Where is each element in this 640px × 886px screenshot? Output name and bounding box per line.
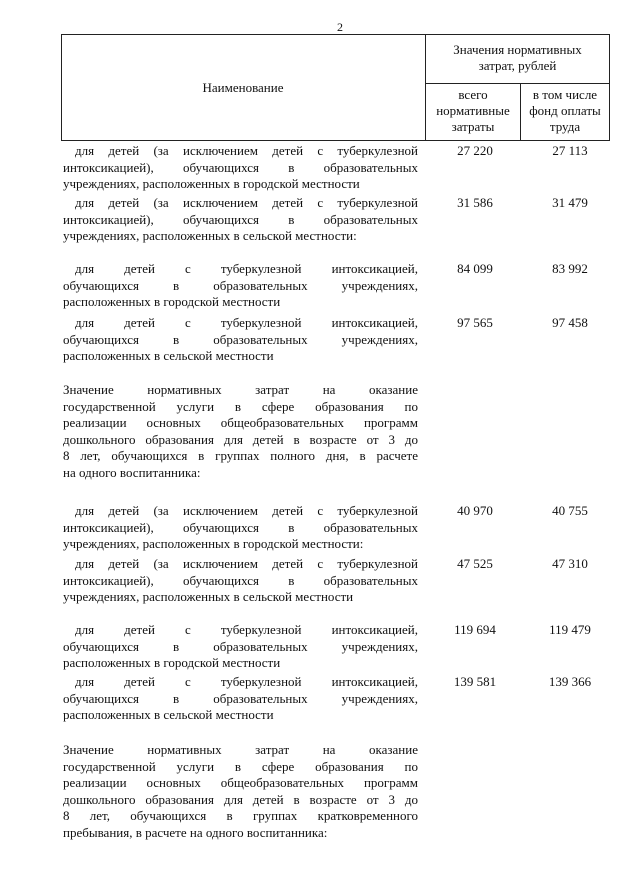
table-row [63,674,418,724]
row-text-line: учреждениях, расположенных в городской местности: [63,536,364,551]
column-header-values [426,42,609,74]
row-text-line: интоксикацией), обучающихся в образовательных [63,159,418,175]
row-text-line: расположенных в городской местности [63,655,281,670]
values-line-2: затрат, рублей [478,58,557,73]
row-text-line: пребывания, в расчете на одного воспитанника: [63,824,328,840]
table-header [61,34,609,140]
total-cost-value: 27 220 [457,143,493,158]
wage-fund-value: 83 992 [552,261,588,276]
wage-fund-value: 47 310 [552,556,588,571]
row-text-line: для детей (за исключением детей с туберкулезной [75,556,418,571]
table-row [63,622,418,672]
row-text-line: учреждениях, расположенных в сельской местности [63,589,354,604]
row-text-line: для детей (за исключением детей с туберкулезной [75,195,418,210]
wage-fund-value: 31 479 [552,195,588,210]
wage-line-3: труда [549,119,581,134]
total-cost-value: 84 099 [457,261,493,276]
row-text-line: обучающихся в образовательных учреждениях, [63,331,418,347]
table-row [63,556,418,606]
total-cost-value: 119 694 [454,622,496,637]
row-text-line: интоксикацией), обучающихся в образовательных [63,519,418,535]
row-text-line: реализации основных общеобразовательных программ [63,415,418,430]
row-text-line: реализации основных общеобразовательных программ [63,775,418,790]
column-header-total [426,87,520,135]
row-text-line: учреждениях, расположенных в сельской местности: [63,228,357,243]
row-text-line: обучающихся в образовательных учреждениях, [63,638,418,654]
wage-fund-value: 27 113 [552,143,588,158]
header-subdivider [425,83,609,84]
row-text-line: 8 лет, обучающихся в группах полного дня, в расчете [63,448,418,463]
row-text-line: расположенных в сельской местности [63,348,274,363]
row-text-line: государственной услуги в сфере образования по [63,398,418,414]
total-cost-value: 139 581 [453,674,497,689]
row-text-line: государственной услуги в сфере образования по [63,758,418,774]
row-text-line: для детей с туберкулезной интоксикацией, [75,622,418,637]
total-line-3: затраты [451,119,495,134]
wage-fund-value: 40 755 [552,503,588,518]
row-text-line: обучающихся в образовательных учреждениях, [63,690,418,706]
wage-fund-value: 139 366 [548,674,592,689]
row-text-line: интоксикацией), обучающихся в образовательных [63,211,418,227]
table-row [63,503,418,553]
row-text-line: 8 лет, обучающихся в группах кратковременного [63,808,418,823]
table-row [63,382,418,481]
row-text-line: Значение нормативных затрат на оказание [63,382,418,397]
column-header-wage [521,87,609,135]
row-text-line: для детей (за исключением детей с туберкулезной [75,143,418,158]
row-text-line: интоксикацией), обучающихся в образовательных [63,572,418,588]
row-text-line: на одного воспитанника: [63,464,201,480]
row-text-line: обучающихся в образовательных учреждениях, [63,277,418,293]
total-cost-value: 47 525 [457,556,493,571]
wage-line-2: фонд оплаты [529,103,601,118]
total-line-1: всего [458,87,488,102]
table-row [63,195,418,245]
row-text-line: для детей (за исключением детей с туберкулезной [75,503,418,518]
table-row [63,261,418,311]
table-row [63,315,418,365]
page-number: 2 [337,20,343,34]
row-text-line: Значение нормативных затрат на оказание [63,742,418,757]
row-text-line: для детей с туберкулезной интоксикацией, [75,261,418,276]
table-row [63,143,418,193]
row-text-line: дошкольного образования для детей в возрасте от 3 до [63,791,418,807]
wage-line-1: в том числе [532,87,598,102]
table-row [63,742,418,841]
values-line-1: Значения нормативных [453,42,582,57]
row-text-line: учреждениях, расположенных в городской местности [63,176,360,191]
total-line-2: нормативные [436,103,510,118]
column-header-name: Наименование [202,80,284,95]
row-text-line: расположенных в городской местности [63,294,281,309]
total-cost-value: 31 586 [457,195,493,210]
wage-fund-value: 97 458 [552,315,588,330]
wage-fund-value: 119 479 [549,622,591,637]
row-text-line: расположенных в сельской местности [63,707,274,722]
total-cost-value: 40 970 [457,503,493,518]
row-text-line: для детей с туберкулезной интоксикацией, [75,315,418,330]
row-text-line: дошкольного образования для детей в возрасте от 3 до [63,431,418,447]
row-text-line: для детей с туберкулезной интоксикацией, [75,674,418,689]
total-cost-value: 97 565 [457,315,493,330]
